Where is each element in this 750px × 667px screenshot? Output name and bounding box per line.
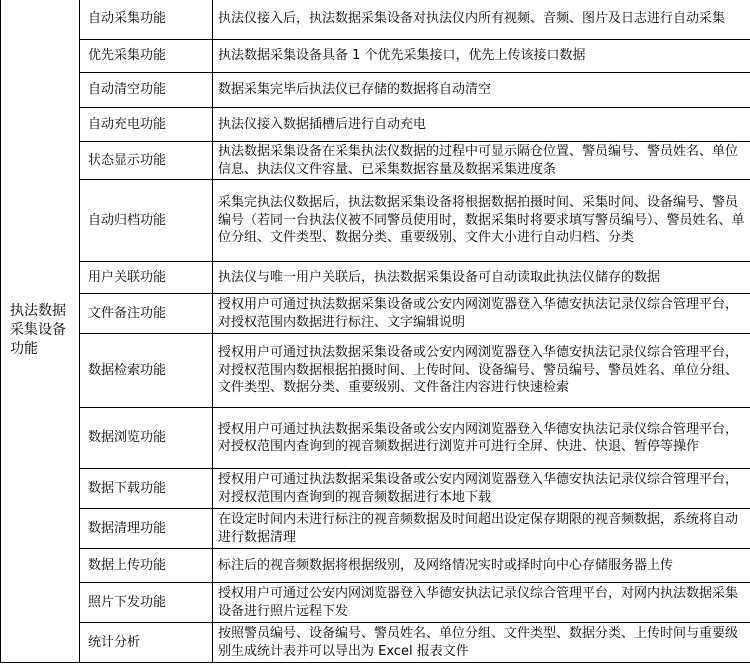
function-description: 授权用户可通过执法数据采集设备或公安内网浏览器登入华德安执法记录仪综合管理平台，对授权范围内查询到的视音频数据进行本地下载 [213, 469, 750, 509]
table-row [1, 73, 750, 108]
function-name: 数据下载功能 [80, 469, 213, 509]
table-row [1, 108, 750, 142]
table-row [1, 0, 750, 40]
function-name: 照片下发功能 [80, 583, 213, 623]
function-name: 状态显示功能 [80, 142, 213, 180]
category-cell: 执法数据采集设备功能 [1, 0, 80, 663]
function-name: 数据清理功能 [80, 509, 213, 549]
function-description: 授权用户可通过执法数据采集设备或公安内网浏览器登入华德安执法记录仪综合管理平台，对授权范围内数据根据拍摄时间、上传时间、设备编号、警员编号、警员姓名、单位分组、文件类型、数据分类、重要级别、文件备注内容进行快速检索 [213, 334, 750, 408]
function-name: 自动充电功能 [80, 108, 213, 142]
function-description: 在设定时间内未进行标注的视音频数据及时间超出设定保存期限的视音频数据，系统将自动进行数据清理 [213, 509, 750, 549]
function-description: 执法数据采集设备具备 1 个优先采集接口，优先上传该接口数据 [213, 40, 750, 73]
function-name: 文件备注功能 [80, 294, 213, 334]
function-description: 采集完执法仪数据后，执法数据采集设备将根据数据拍摄时间、采集时间、设备编号、警员编号（若同一台执法仪被不同警员使用时，数据采集时将要求填写警员编号）、警员姓名、单位分组、文件类型、数据分类、重要级别、文件大小进行自动归档、分类 [213, 180, 750, 262]
function-name: 数据检索功能 [80, 334, 213, 408]
function-description: 授权用户可通过执法数据采集设备或公安内网浏览器登入华德安执法记录仪综合管理平台，对授权范围内数据进行标注、文字编辑说明 [213, 294, 750, 334]
table-row [1, 583, 750, 623]
function-name: 统计分析 [80, 623, 213, 663]
function-description: 标注后的视音频数据将根据级别，及网络情况实时或择时向中心存储服务器上传 [213, 549, 750, 583]
table-row [1, 142, 750, 180]
function-name: 优先采集功能 [80, 40, 213, 73]
table-row [1, 40, 750, 73]
table-row [1, 408, 750, 469]
function-name: 自动归档功能 [80, 180, 213, 262]
table-row [1, 549, 750, 583]
function-name: 自动清空功能 [80, 73, 213, 108]
function-description: 执法仪接入数据插槽后进行自动充电 [213, 108, 750, 142]
function-description: 执法数据采集设备在采集执法仪数据的过程中可显示隔仓位置、警员编号、警员姓名、单位信息、执法仪文件容量、已采集数据容量及数据采集进度条 [213, 142, 750, 180]
table-row [1, 180, 750, 262]
function-description: 数据采集完毕后执法仪已存储的数据将自动清空 [213, 73, 750, 108]
function-description: 执法仪接入后，执法数据采集设备对执法仪内所有视频、音频、图片及日志进行自动采集 [213, 0, 750, 40]
table-row [1, 334, 750, 408]
table-row [1, 623, 750, 663]
table-row [1, 469, 750, 509]
function-name: 自动采集功能 [80, 0, 213, 40]
table-row [1, 509, 750, 549]
function-name: 用户关联功能 [80, 262, 213, 294]
function-description: 授权用户可通过执法数据采集设备或公安内网浏览器登入华德安执法记录仪综合管理平台，对授权范围内查询到的视音频数据进行浏览并可进行全屏、快进、快退、暂停等操作 [213, 408, 750, 469]
function-description: 授权用户可通过公安内网浏览器登入华德安执法记录仪综合管理平台，对网内执法数据采集设备进行照片远程下发 [213, 583, 750, 623]
function-name: 数据浏览功能 [80, 408, 213, 469]
table-row [1, 294, 750, 334]
function-description: 执法仪与唯一用户关联后，执法数据采集设备可自动读取此执法仪储存的数据 [213, 262, 750, 294]
function-description: 按照警员编号、设备编号、警员姓名、单位分组、文件类型、数据分类、上传时间与重要级别生成统计表并可以导出为 Excel 报表文件 [213, 623, 750, 663]
function-name: 数据上传功能 [80, 549, 213, 583]
table-row [1, 262, 750, 294]
